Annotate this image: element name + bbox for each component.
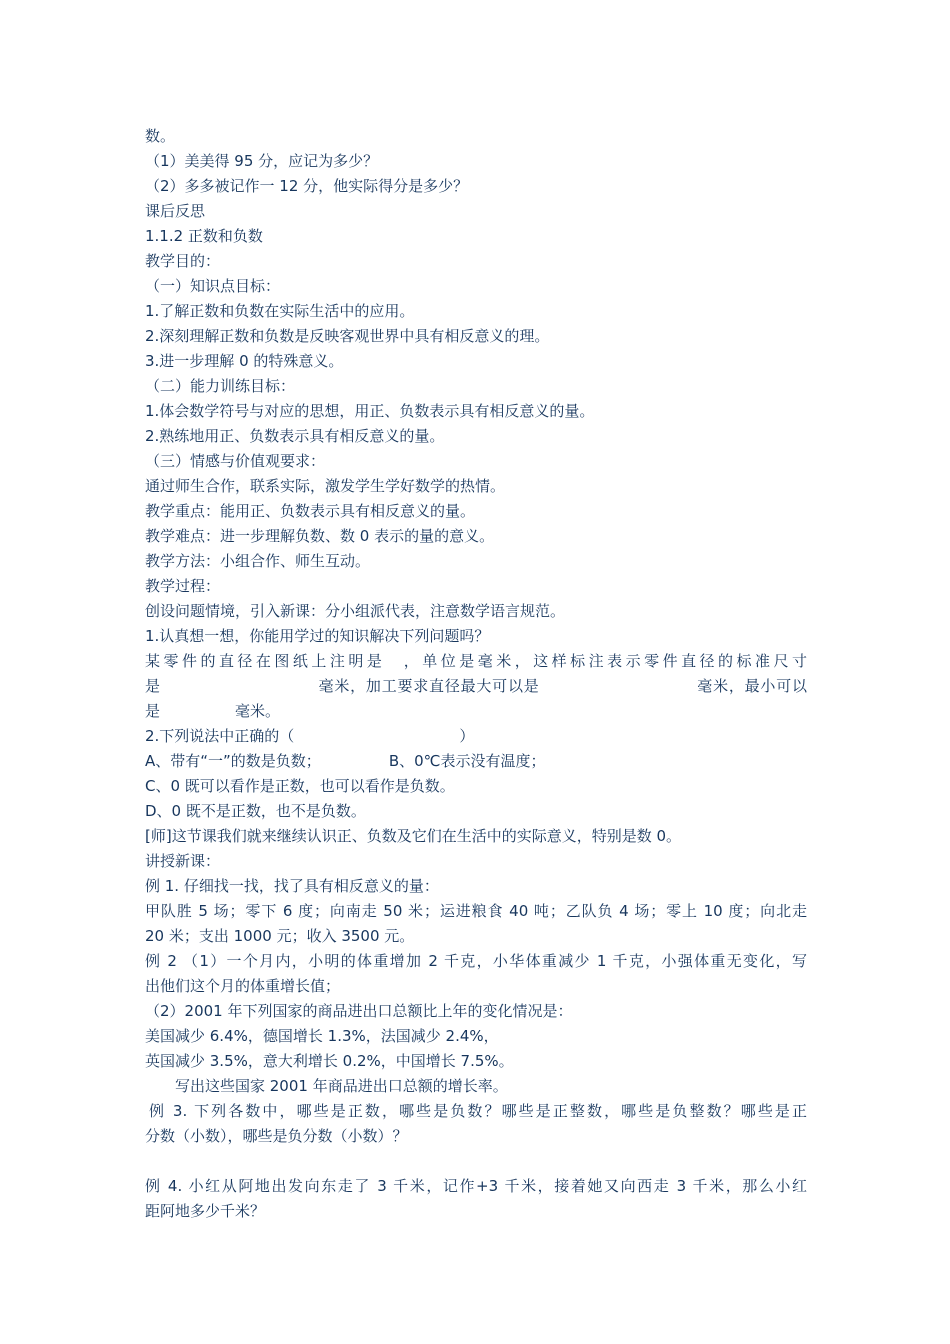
list-item: 3.进一步理解 0 的特殊意义。 bbox=[145, 352, 344, 370]
example-line: 例 3. 下列各数中，哪些是正数，哪些是负数？哪些是正整数，哪些是负整数？哪些是正 bbox=[149, 1102, 807, 1120]
subsection-heading: （二）能力训练目标： bbox=[145, 377, 296, 395]
question-line: 是 毫米，加工要求直径最大可以是 毫米，最小可以 bbox=[145, 677, 807, 695]
text-line: [师]这节课我们就来继续认识正、负数及它们在生活中的实际意义，特别是数 0。 bbox=[145, 827, 682, 845]
text-line: 教学方法：小组合作、师生互动。 bbox=[145, 552, 371, 570]
question-line: 是 毫米。 bbox=[145, 702, 281, 720]
option-a: A、带有“一”的数是负数； bbox=[145, 752, 321, 770]
blank-line bbox=[145, 1149, 807, 1174]
option-b: B、0℃表示没有温度； bbox=[388, 752, 546, 770]
example-line: 例 2 （1）一个月内，小明的体重增加 2 千克，小华体重减少 1 千克，小强体重无变化，写 bbox=[145, 952, 807, 970]
example-line: 分数（小数），哪些是负分数（小数）？ bbox=[145, 1127, 408, 1145]
text-line: 通过师生合作，联系实际，激发学生学好数学的热情。 bbox=[145, 477, 506, 495]
text-line: 教学重点：能用正、负数表示具有相反意义的量。 bbox=[145, 502, 476, 520]
example-line: 英国减少 3.5%，意大利增长 0.2%，中国增长 7.5%。 bbox=[145, 1052, 514, 1070]
example-line: 写出这些国家 2001 年商品进出口总额的增长率。 bbox=[175, 1077, 508, 1095]
text-line: （1）美美得 95 分，应记为多少？ bbox=[145, 152, 379, 170]
section-heading: 教学过程： bbox=[145, 577, 221, 595]
text-line: 创设问题情境，引入新课：分小组派代表，注意数学语言规范。 bbox=[145, 602, 566, 620]
question-line: 1.认真想一想，你能用学过的知识解决下列问题吗？ bbox=[145, 627, 490, 645]
list-item: 1.体会数学符号与对应的思想，用正、负数表示具有相反意义的量。 bbox=[145, 402, 595, 420]
section-heading: 讲授新课： bbox=[145, 852, 221, 870]
list-item: 2.深刻理解正数和负数是反映客观世界中具有相反意义的理。 bbox=[145, 327, 550, 345]
example-line: （2）2001 年下列国家的商品进出口总额比上年的变化情况是： bbox=[145, 1002, 573, 1020]
list-item: 2.熟练地用正、负数表示具有相反意义的量。 bbox=[145, 427, 445, 445]
option-line bbox=[145, 749, 807, 774]
subsection-heading: （一）知识点目标： bbox=[145, 277, 281, 295]
example-line: 距阿地多少千米？ bbox=[145, 1202, 266, 1220]
lesson-title: 1.1.2 正数和负数 bbox=[145, 227, 263, 245]
example-line: 例 1. 仔细找一找，找了具有相反意义的量： bbox=[145, 877, 439, 895]
document-body bbox=[145, 124, 807, 1224]
option-d: D、0 既不是正数，也不是负数。 bbox=[145, 802, 366, 820]
section-heading: 教学目的： bbox=[145, 252, 221, 270]
text-line: （2）多多被记作一 12 分，他实际得分是多少？ bbox=[145, 177, 469, 195]
text-line: 数。 bbox=[145, 127, 176, 145]
section-heading: 课后反思 bbox=[145, 202, 206, 220]
list-item: 1.了解正数和负数在实际生活中的应用。 bbox=[145, 302, 415, 320]
subsection-heading: （三）情感与价值观要求： bbox=[145, 452, 326, 470]
example-line: 20 米；支出 1000 元；收入 3500 元。 bbox=[145, 927, 415, 945]
example-line: 出他们这个月的体重增长值； bbox=[145, 977, 341, 995]
example-line: 美国减少 6.4%，德国增长 1.3%，法国减少 2.4%， bbox=[145, 1027, 499, 1045]
question-line: 2.下列说法中正确的（ ） bbox=[145, 727, 475, 745]
question-line: 某零件的直径在图纸上注明是 ，单位是毫米，这样标注表示零件直径的标准尺寸 bbox=[145, 652, 807, 670]
text-line: 教学难点：进一步理解负数、数 0 表示的量的意义。 bbox=[145, 527, 495, 545]
option-c: C、0 既可以看作是正数，也可以看作是负数。 bbox=[145, 777, 455, 795]
example-line: 甲队胜 5 场；零下 6 度；向南走 50 米；运进粮食 40 吨；乙队负 4 场；零上 10 度；向北走 bbox=[145, 902, 807, 920]
example-line: 例 4. 小红从阿地出发向东走了 3 千米，记作+3 千米，接着她又向西走 3 千米，那么小红 bbox=[145, 1177, 807, 1195]
